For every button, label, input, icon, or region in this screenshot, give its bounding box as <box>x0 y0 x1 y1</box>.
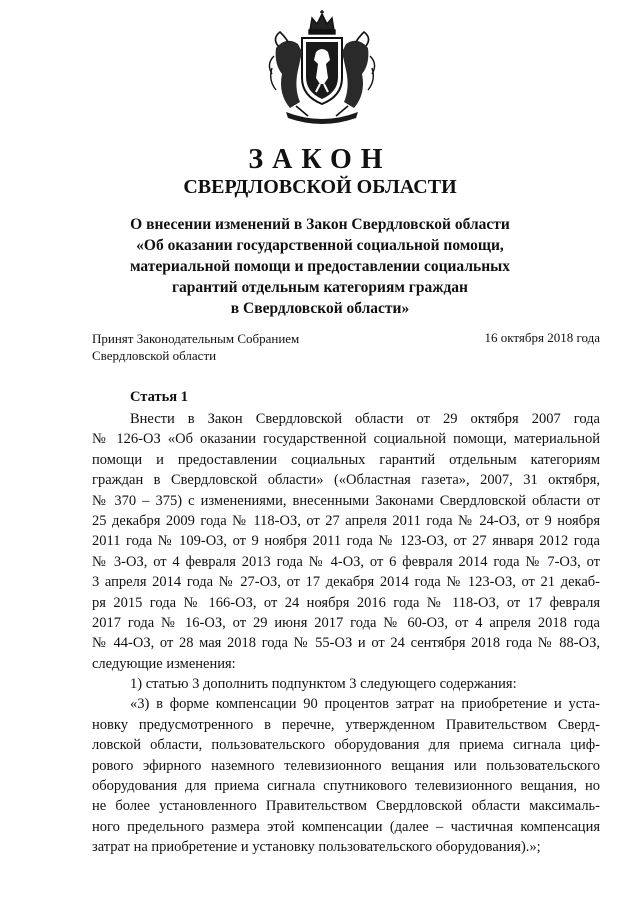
body-line: помощи и предоставлении социальных гарантий отдельным категориям <box>92 451 600 468</box>
body-line: 25 декабря 2009 года № 118-ОЗ, от 27 апреля 2011 года № 24-ОЗ, от 9 ноября <box>92 512 600 529</box>
article-heading: Статья 1 <box>130 389 188 405</box>
adoption-line: Свердловской области <box>92 348 217 363</box>
adoption-date: 16 октября 2018 года <box>484 330 600 345</box>
region-subtitle: СВЕРДЛОВСКОЙ ОБЛАСТИ <box>183 176 457 198</box>
quote-line: новку предусмотренного в перечне, утвержденном Правительством Сверд- <box>92 716 600 733</box>
quote-line: ного предельного размера этой компенсации (далее – частичная компенсация <box>92 818 600 835</box>
body-line: Внести в Закон Свердловской области от 29 октября 2007 года <box>130 411 600 427</box>
body-line: № 44-ОЗ, от 28 мая 2018 года № 55-ОЗ и от 24 сентября 2018 года № 88-ОЗ, <box>92 635 600 652</box>
quote-line: рового эфирного наземного телевизионного вещания или пользовательского <box>92 757 600 774</box>
body-line: 2017 года № 16-ОЗ, от 29 июня 2017 года № 60-ОЗ, от 4 апреля 2018 года <box>92 614 600 631</box>
amendment-item: 1) статью 3 дополнить подпунктом 3 следующего содержания: <box>130 676 517 693</box>
body-line: ря 2015 года № 166-ОЗ, от 24 ноября 2016 года № 118-ОЗ, от 17 февраля <box>92 594 600 611</box>
body-line: № 370 – 375) с изменениями, внесенными Законами Свердловской области от <box>92 492 600 509</box>
body-line: следующие изменения: <box>92 655 236 672</box>
law-name-line: О внесении изменений в Закон Свердловской области <box>130 216 510 233</box>
law-name-line: «Об оказании государственной социальной помощи, <box>136 237 504 254</box>
body-line: граждан в Свердловской области» («Областная газета», 2007, 31 октября, <box>92 472 600 489</box>
quote-line: затрат на приобретение и установку пользовательского оборудования).»; <box>92 839 541 856</box>
coat-of-arms-emblem <box>268 8 376 126</box>
document-type-title: ЗАКОН <box>248 144 392 175</box>
quote-line: не более установленного Правительством Свердловской области максималь- <box>92 798 600 815</box>
law-name-line: в Свердловской области» <box>230 300 410 317</box>
body-line: № 3-ОЗ, от 4 февраля 2013 года № 4-ОЗ, от 6 февраля 2014 года № 7-ОЗ, от <box>92 553 600 570</box>
law-name-heading <box>0 214 640 319</box>
article-body <box>92 409 600 858</box>
law-name-line: гарантий отдельным категориям граждан <box>172 279 468 296</box>
body-line: № 126-ОЗ «Об оказании государственной социальной помощи, материальной <box>92 431 600 448</box>
quote-line: оборудования для приема сигнала спутникового телевизионного вещания, но <box>92 778 600 795</box>
law-name-line: материальной помощи и предоставлении социальных <box>129 258 510 275</box>
quote-line: ловской области, пользовательского оборудования для приема сигнала циф- <box>92 737 600 754</box>
body-line: 2011 года № 109-ОЗ, от 9 ноября 2011 года № 123-ОЗ, от 27 января 2012 года <box>92 533 600 550</box>
quote-line: «3) в форме компенсации 90 процентов затрат на приобретение и уста- <box>130 696 600 713</box>
body-line: 3 апреля 2014 года № 27-ОЗ, от 17 декабря 2014 года № 123-ОЗ, от 21 декаб- <box>92 574 600 591</box>
adoption-line: Принят Законодательным Собранием <box>92 331 300 346</box>
